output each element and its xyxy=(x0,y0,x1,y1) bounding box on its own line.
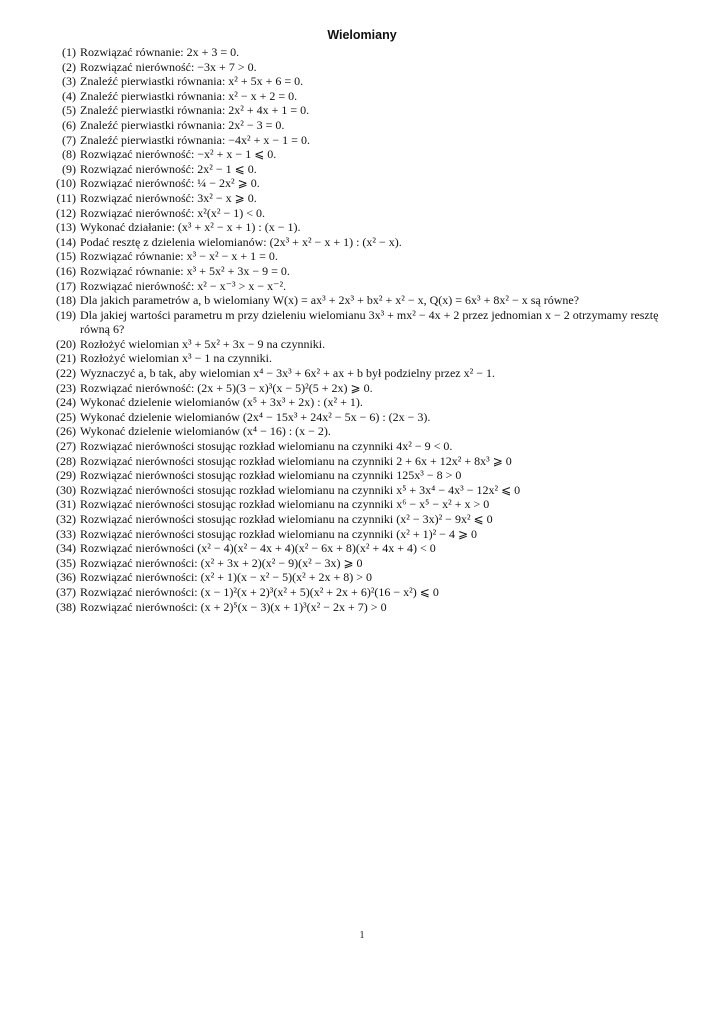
problem-text: Znaleźć pierwiastki równania: x² + 5x + 6 = 0. xyxy=(80,74,304,89)
problem-item xyxy=(40,103,680,118)
problem-text: Rozwiązać nierówność: −x² + x − 1 ⩽ 0. xyxy=(80,147,277,162)
problem-item xyxy=(40,308,680,337)
problem-item xyxy=(40,235,680,250)
problem-number: (6) xyxy=(62,117,76,132)
problem-item xyxy=(40,191,680,206)
problem-number: (10) xyxy=(56,176,76,191)
problem-item xyxy=(40,585,680,600)
problem-text: Rozwiązać nierówność: x²(x² − 1) < 0. xyxy=(80,205,266,220)
problem-number: (17) xyxy=(56,278,76,293)
problem-number: (11) xyxy=(56,190,76,205)
problem-item xyxy=(40,424,680,439)
problem-number: (30) xyxy=(56,482,76,497)
problem-number: (33) xyxy=(56,526,76,541)
problem-item xyxy=(40,497,680,512)
problem-text: Wyznaczyć a, b tak, aby wielomian x⁴ − 3x³ + 6x² + ax + b był podzielny przez x² − 1. xyxy=(80,366,495,381)
problem-item xyxy=(40,60,680,75)
problem-item xyxy=(40,264,680,279)
problem-item xyxy=(40,176,680,191)
problem-number: (35) xyxy=(56,555,76,570)
problem-text: Rozwiązać nierówności: (x − 1)²(x + 2)³(x² + 5)(x² + 2x + 6)²(16 − x²) ⩽ 0 xyxy=(80,584,439,599)
problem-text: Rozwiązać równanie: 2x + 3 = 0. xyxy=(80,45,240,59)
problem-text: Rozwiązać nierówności stosując rozkład wielomianu na czynniki 4x² − 9 < 0. xyxy=(80,439,453,454)
problem-number: (16) xyxy=(56,263,76,278)
problem-item xyxy=(40,249,680,264)
document-title: Wielomiany xyxy=(327,28,397,42)
problem-text: Wykonać dzielenie wielomianów (2x⁴ − 15x³ + 24x² − 5x − 6) : (2x − 3). xyxy=(80,409,431,424)
problem-number: (18) xyxy=(56,293,76,308)
problem-text: Wykonać dzielenie wielomianów (x⁴ − 16) : (x − 2). xyxy=(80,424,331,439)
problem-number: (13) xyxy=(56,220,76,235)
problem-number: (2) xyxy=(62,59,76,74)
problem-number: (14) xyxy=(56,234,76,249)
problem-number: (15) xyxy=(56,249,76,264)
problem-text: Znaleźć pierwiastki równania: x² − x + 2 = 0. xyxy=(80,88,298,103)
problem-number: (22) xyxy=(56,366,76,381)
problem-number: (4) xyxy=(62,88,76,103)
problem-item xyxy=(40,541,680,556)
problem-text: Rozwiązać nierówności (x² − 4)(x² − 4x + 4)(x² − 6x + 8)(x² + 4x + 4) < 0 xyxy=(80,541,436,556)
problem-item xyxy=(40,556,680,571)
problem-number: (12) xyxy=(56,205,76,220)
problem-item xyxy=(40,162,680,177)
problem-number: (7) xyxy=(62,132,76,147)
problem-item xyxy=(40,293,680,308)
problem-text: Rozwiązać nierówności stosując rozkład wielomianu na czynniki x⁶ − x⁵ − x² + x > 0 xyxy=(80,497,490,512)
problem-list xyxy=(40,45,680,614)
problem-item xyxy=(40,512,680,527)
problem-text: Rozwiązać nierówności: (x² + 1)(x − x² − 5)(x² + 2x + 8) > 0 xyxy=(80,570,372,585)
page-number: 1 xyxy=(359,930,365,941)
problem-item xyxy=(40,395,680,410)
problem-number: (9) xyxy=(62,161,76,176)
problem-text: Rozwiązać nierówności stosując rozkład wielomianu na czynniki (x² − 3x)² − 9x² ⩽ 0 xyxy=(80,512,493,526)
problem-item xyxy=(40,454,680,469)
problem-number: (1) xyxy=(62,45,76,59)
problem-text: Rozwiązać nierówność: ¼ − 2x² ⩾ 0. xyxy=(80,176,260,191)
problem-item xyxy=(40,351,680,366)
problem-number: (38) xyxy=(56,599,76,614)
problem-number: (20) xyxy=(56,336,76,351)
problem-number: (32) xyxy=(56,512,76,526)
problem-text: Wykonać dzielenie wielomianów (x⁵ + 3x³ + 2x) : (x² + 1). xyxy=(80,395,363,410)
problem-item xyxy=(40,206,680,221)
problem-number: (8) xyxy=(62,147,76,162)
problem-item xyxy=(40,381,680,396)
problem-item xyxy=(40,147,680,162)
problem-item xyxy=(40,439,680,454)
problem-item xyxy=(40,133,680,148)
problem-item xyxy=(40,366,680,381)
problem-text: Rozwiązać nierówność: 3x² − x ⩾ 0. xyxy=(80,190,257,205)
problem-item xyxy=(40,410,680,425)
problem-number: (21) xyxy=(56,351,76,366)
problem-item xyxy=(40,118,680,133)
problem-item xyxy=(40,337,680,352)
problem-text: Wykonać działanie: (x³ + x² − x + 1) : (x − 1). xyxy=(80,220,301,235)
problem-number: (29) xyxy=(56,468,76,483)
problem-text: Znaleźć pierwiastki równania: −4x² + x − 1 = 0. xyxy=(80,132,310,147)
problem-number: (25) xyxy=(56,409,76,424)
problem-text: Rozwiązać nierówności: (x + 2)⁵(x − 3)(x + 1)³(x² − 2x + 7) > 0 xyxy=(80,599,387,614)
problem-number: (5) xyxy=(62,103,76,118)
problem-text: Znaleźć pierwiastki równania: 2x² − 3 = 0. xyxy=(80,117,285,132)
problem-item xyxy=(40,45,680,60)
problem-text: Rozwiązać nierówności stosując rozkład wielomianu na czynniki 125x³ − 8 > 0 xyxy=(80,468,462,483)
problem-number: (19) xyxy=(56,307,76,322)
problem-number: (27) xyxy=(56,439,76,454)
problem-number: (3) xyxy=(62,74,76,89)
problem-text: Znaleźć pierwiastki równania: 2x² + 4x + 1 = 0. xyxy=(80,103,310,118)
problem-text: Rozwiązać nierówność: x² − x⁻³ > x − x⁻². xyxy=(80,278,287,293)
problem-text: Rozwiązać nierówności: (x² + 3x + 2)(x² − 9)(x² − 3x) ⩾ 0 xyxy=(80,555,363,570)
problem-text: Dla jakiej wartości parametru m przy dzieleniu wielomianu 3x³ + mx² − 4x + 2 przez jednomian x − 2 otrzymamy resztę równą 6? xyxy=(80,307,662,337)
problem-text: Rozwiązać nierówności stosując rozkład wielomianu na czynniki (x² + 1)² − 4 ⩾ 0 xyxy=(80,526,478,541)
problem-text: Rozłożyć wielomian x³ + 5x² + 3x − 9 na czynniki. xyxy=(80,336,326,351)
problem-number: (37) xyxy=(56,584,76,599)
problem-item xyxy=(40,468,680,483)
problem-item xyxy=(40,89,680,104)
problem-number: (24) xyxy=(56,395,76,410)
problem-text: Rozwiązać równanie: x³ + 5x² + 3x − 9 = 0. xyxy=(80,263,290,278)
problem-number: (23) xyxy=(56,380,76,395)
problem-text: Podać resztę z dzielenia wielomianów: (2x³ + x² − x + 1) : (x² − x). xyxy=(80,234,402,249)
problem-number: (34) xyxy=(56,541,76,556)
problem-item xyxy=(40,483,680,498)
problem-number: (26) xyxy=(56,424,76,439)
problem-item xyxy=(40,279,680,294)
problem-item xyxy=(40,570,680,585)
problem-item xyxy=(40,527,680,542)
problem-item xyxy=(40,600,680,615)
problem-text: Rozwiązać nierówność: −3x + 7 > 0. xyxy=(80,59,257,74)
problem-item xyxy=(40,220,680,235)
problem-number: (28) xyxy=(56,453,76,468)
problem-text: Rozwiązać nierówność: (2x + 5)(3 − x)³(x − 5)²(5 + 2x) ⩾ 0. xyxy=(80,380,373,395)
problem-text: Rozłożyć wielomian x³ − 1 na czynniki. xyxy=(80,351,272,366)
problem-text: Rozwiązać nierówności stosując rozkład wielomianu na czynniki x⁵ + 3x⁴ − 4x³ − 12x² ⩽ 0 xyxy=(80,482,521,497)
problem-text: Rozwiązać równanie: x³ − x² − x + 1 = 0. xyxy=(80,249,278,264)
problem-item xyxy=(40,74,680,89)
problem-text: Rozwiązać nierówności stosując rozkład wielomianu na czynniki 2 + 6x + 12x² + 8x³ ⩾ 0 xyxy=(80,453,512,468)
problem-text: Dla jakich parametrów a, b wielomiany W(x) = ax³ + 2x³ + bx² + x² − x, Q(x) = 6x³ + 8x² − x są równe? xyxy=(80,293,580,308)
problem-number: (36) xyxy=(56,570,76,585)
problem-number: (31) xyxy=(56,497,76,512)
problem-text: Rozwiązać nierówność: 2x² − 1 ⩽ 0. xyxy=(80,161,257,176)
